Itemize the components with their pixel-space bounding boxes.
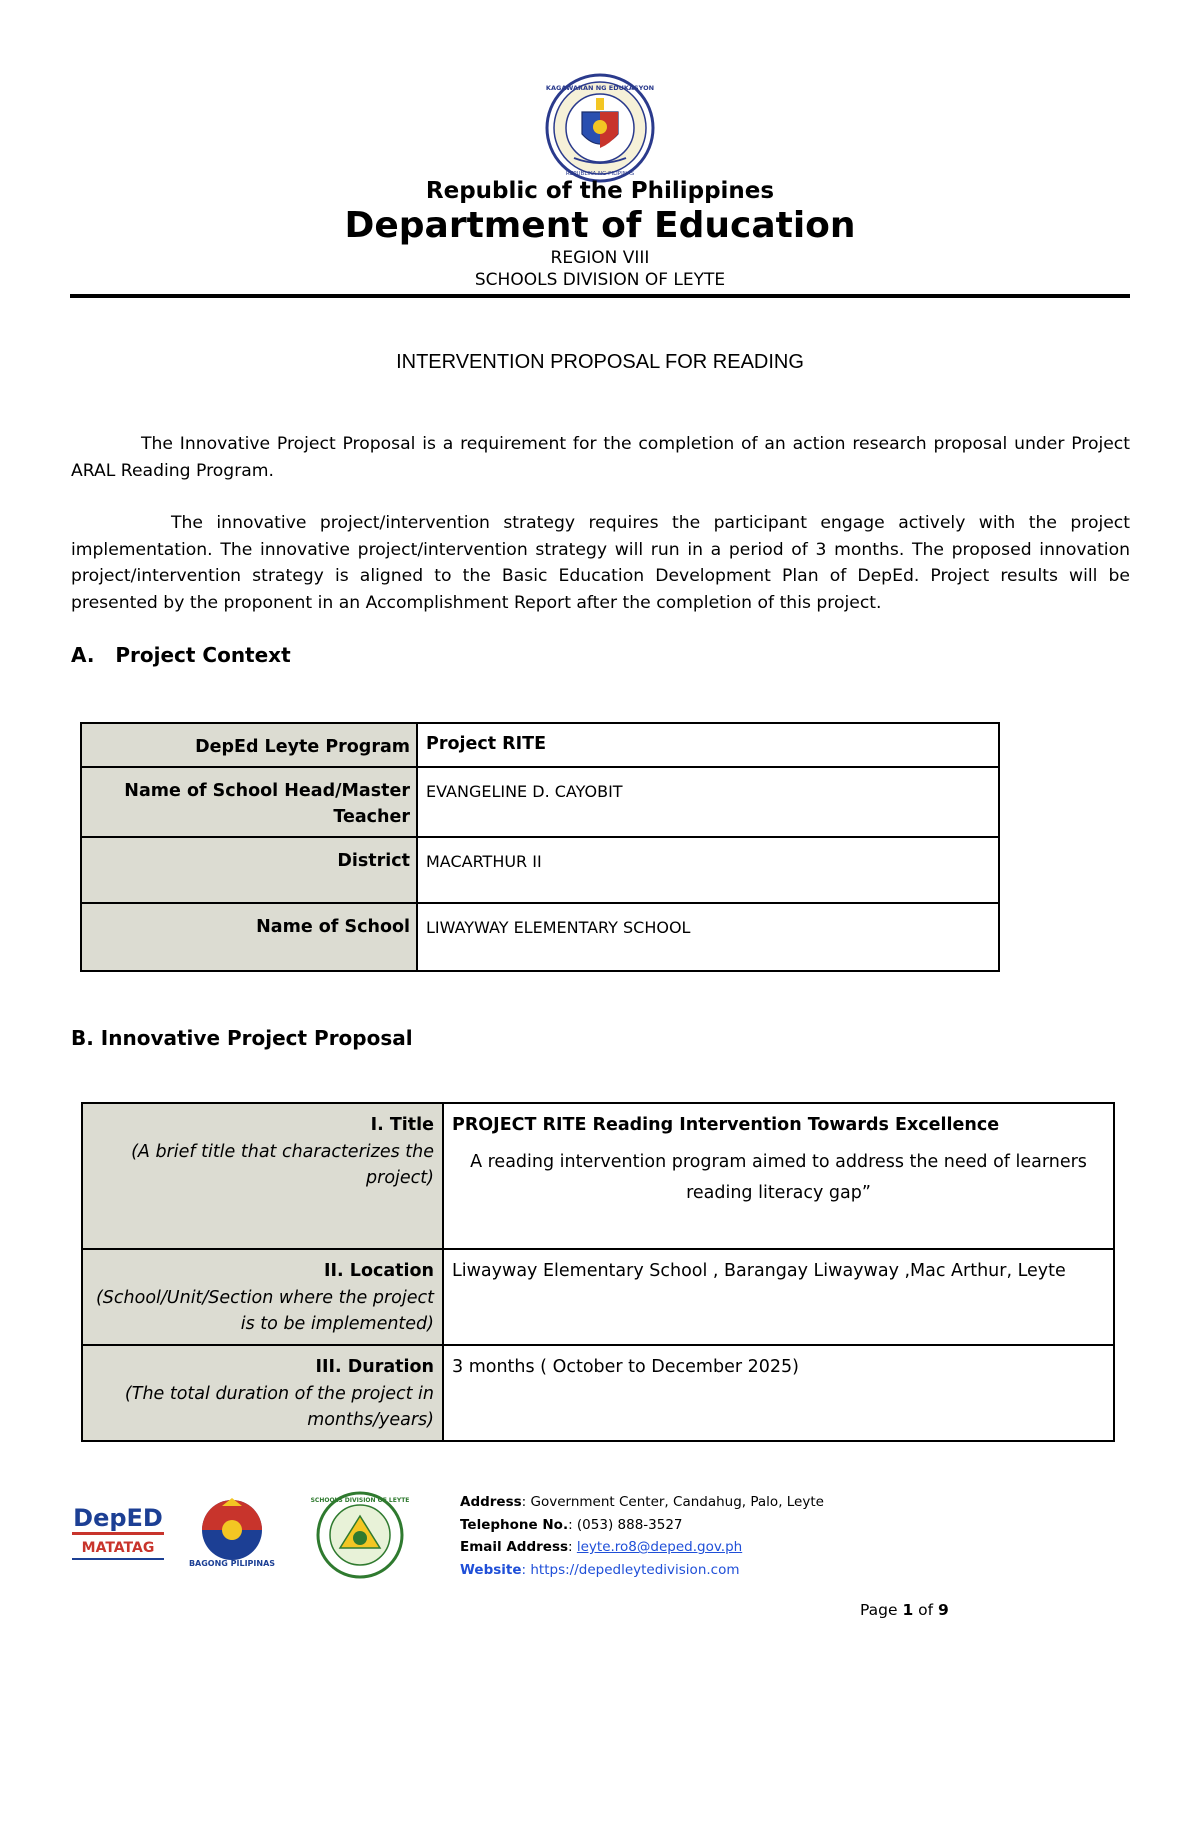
row-label-cell: [82, 1345, 443, 1441]
row-label: II. Location: [324, 1261, 434, 1281]
deped-logo-text: DepED: [73, 1504, 163, 1532]
page-prefix: Page: [860, 1601, 903, 1619]
department-heading: Department of Education: [344, 205, 856, 246]
region-heading: REGION VIII: [550, 248, 650, 268]
website-link[interactable]: : https://depedleytedivision.com: [521, 1561, 740, 1578]
table-row: [82, 1103, 1114, 1249]
intro-paragraph-1: The Innovative Project Proposal is a requirement for the completion of an action research proposal under Project ARAL Reading Program.: [71, 434, 1130, 481]
page-number: [860, 1601, 949, 1619]
row-label: DepEd Leyte Program: [81, 723, 417, 767]
table-row: [82, 1345, 1114, 1441]
row-value: Project RITE: [417, 723, 999, 767]
page-of: of: [913, 1601, 939, 1619]
row-label: District: [81, 837, 417, 903]
republic-heading: Republic of the Philippines: [425, 178, 775, 204]
section-a-heading: [71, 643, 291, 667]
page-current: 1: [902, 1601, 914, 1619]
row-value: EVANGELINE D. CAYOBIT: [417, 767, 999, 837]
footer-address-line: [460, 1491, 824, 1514]
table-row: [81, 837, 999, 903]
sdo-logo-text: SCHOOLS DIVISION OF LEYTE: [310, 1497, 410, 1504]
row-value: LIWAYWAY ELEMENTARY SCHOOL: [417, 903, 999, 971]
matatag-logo-text: MATATAG: [81, 1540, 155, 1556]
row-label: I. Title: [370, 1115, 434, 1135]
document-title: INTERVENTION PROPOSAL FOR READING: [396, 351, 804, 373]
row-label-cell: [82, 1103, 443, 1249]
row-sublabel: (School/Unit/Section where the project is to be implemented): [95, 1287, 434, 1334]
section-b-heading: B. Innovative Project Proposal: [71, 1026, 413, 1050]
row-value-cell: [443, 1103, 1114, 1249]
section-a-letter: A.: [71, 643, 95, 667]
seal-text-top: KAGAWARAN NG EDUKASYON: [545, 84, 655, 92]
header-divider: [70, 294, 1130, 298]
row-sublabel: (A brief title that characterizes the project): [131, 1141, 434, 1188]
intro-paragraph-2: The innovative project/intervention strategy requires the participant engage actively with the project implementation. The innovative project/intervention strategy will run in a period of 3 months. The proposed innovation project/intervention strategy is aligned to the Basic Education Development Plan of DepEd. Project results will be presented by the proponent in an Accomplishment Report after the completion of this project.: [71, 513, 1130, 613]
website-label: Website: [460, 1561, 522, 1578]
page-total: 9: [938, 1601, 949, 1619]
row-value: 3 months ( October to December 2025): [443, 1345, 1114, 1441]
deped-seal-logo: [544, 72, 656, 184]
table-row: [81, 723, 999, 767]
table-row: [81, 903, 999, 971]
seal-text-bottom: REPUBLIKA NG PILIPINAS: [565, 171, 635, 177]
deped-matatag-logo: [68, 1496, 168, 1566]
sdo-leyte-logo: [310, 1490, 410, 1580]
email-label: Email Address: [460, 1539, 569, 1555]
footer-telephone-line: [460, 1514, 824, 1537]
table-row: [82, 1249, 1114, 1345]
email-link[interactable]: leyte.ro8@deped.gov.ph: [576, 1539, 743, 1555]
row-label: III. Duration: [315, 1357, 434, 1377]
address-label: Address: [460, 1494, 522, 1510]
row-sublabel: (The total duration of the project in months/years): [124, 1383, 434, 1430]
innovative-project-table: [81, 1102, 1115, 1442]
bagong-pilipinas-logo: [182, 1496, 282, 1568]
address-value: : Government Center, Candahug, Palo, Leyte: [521, 1494, 824, 1510]
row-label-cell: [82, 1249, 443, 1345]
division-heading: SCHOOLS DIVISION OF LEYTE: [474, 270, 726, 290]
row-label: Name of School: [81, 903, 417, 971]
project-title: PROJECT RITE Reading Intervention Towards Excellence: [452, 1115, 1000, 1135]
footer-email-line: Email Address: leyte.ro8@deped.gov.ph: [460, 1539, 743, 1555]
project-context-table: [80, 722, 1000, 972]
footer-website-line: [460, 1559, 824, 1582]
bagong-pilipinas-text: BAGONG PILIPINAS: [188, 1559, 276, 1568]
row-label: Name of School Head/Master Teacher: [81, 767, 417, 837]
row-value: MACARTHUR II: [417, 837, 999, 903]
section-a-title: Project Context: [115, 643, 291, 667]
footer-contact-info: [460, 1491, 824, 1581]
telephone-label: Telephone No.: [460, 1516, 569, 1533]
table-row: [81, 767, 999, 837]
telephone-value: : (053) 888-3527: [568, 1516, 683, 1533]
row-value: Liwayway Elementary School , Barangay Liwayway ,Mac Arthur, Leyte: [443, 1249, 1114, 1345]
project-description: A reading intervention program aimed to address the need of learners reading literacy gap”: [470, 1151, 1087, 1203]
